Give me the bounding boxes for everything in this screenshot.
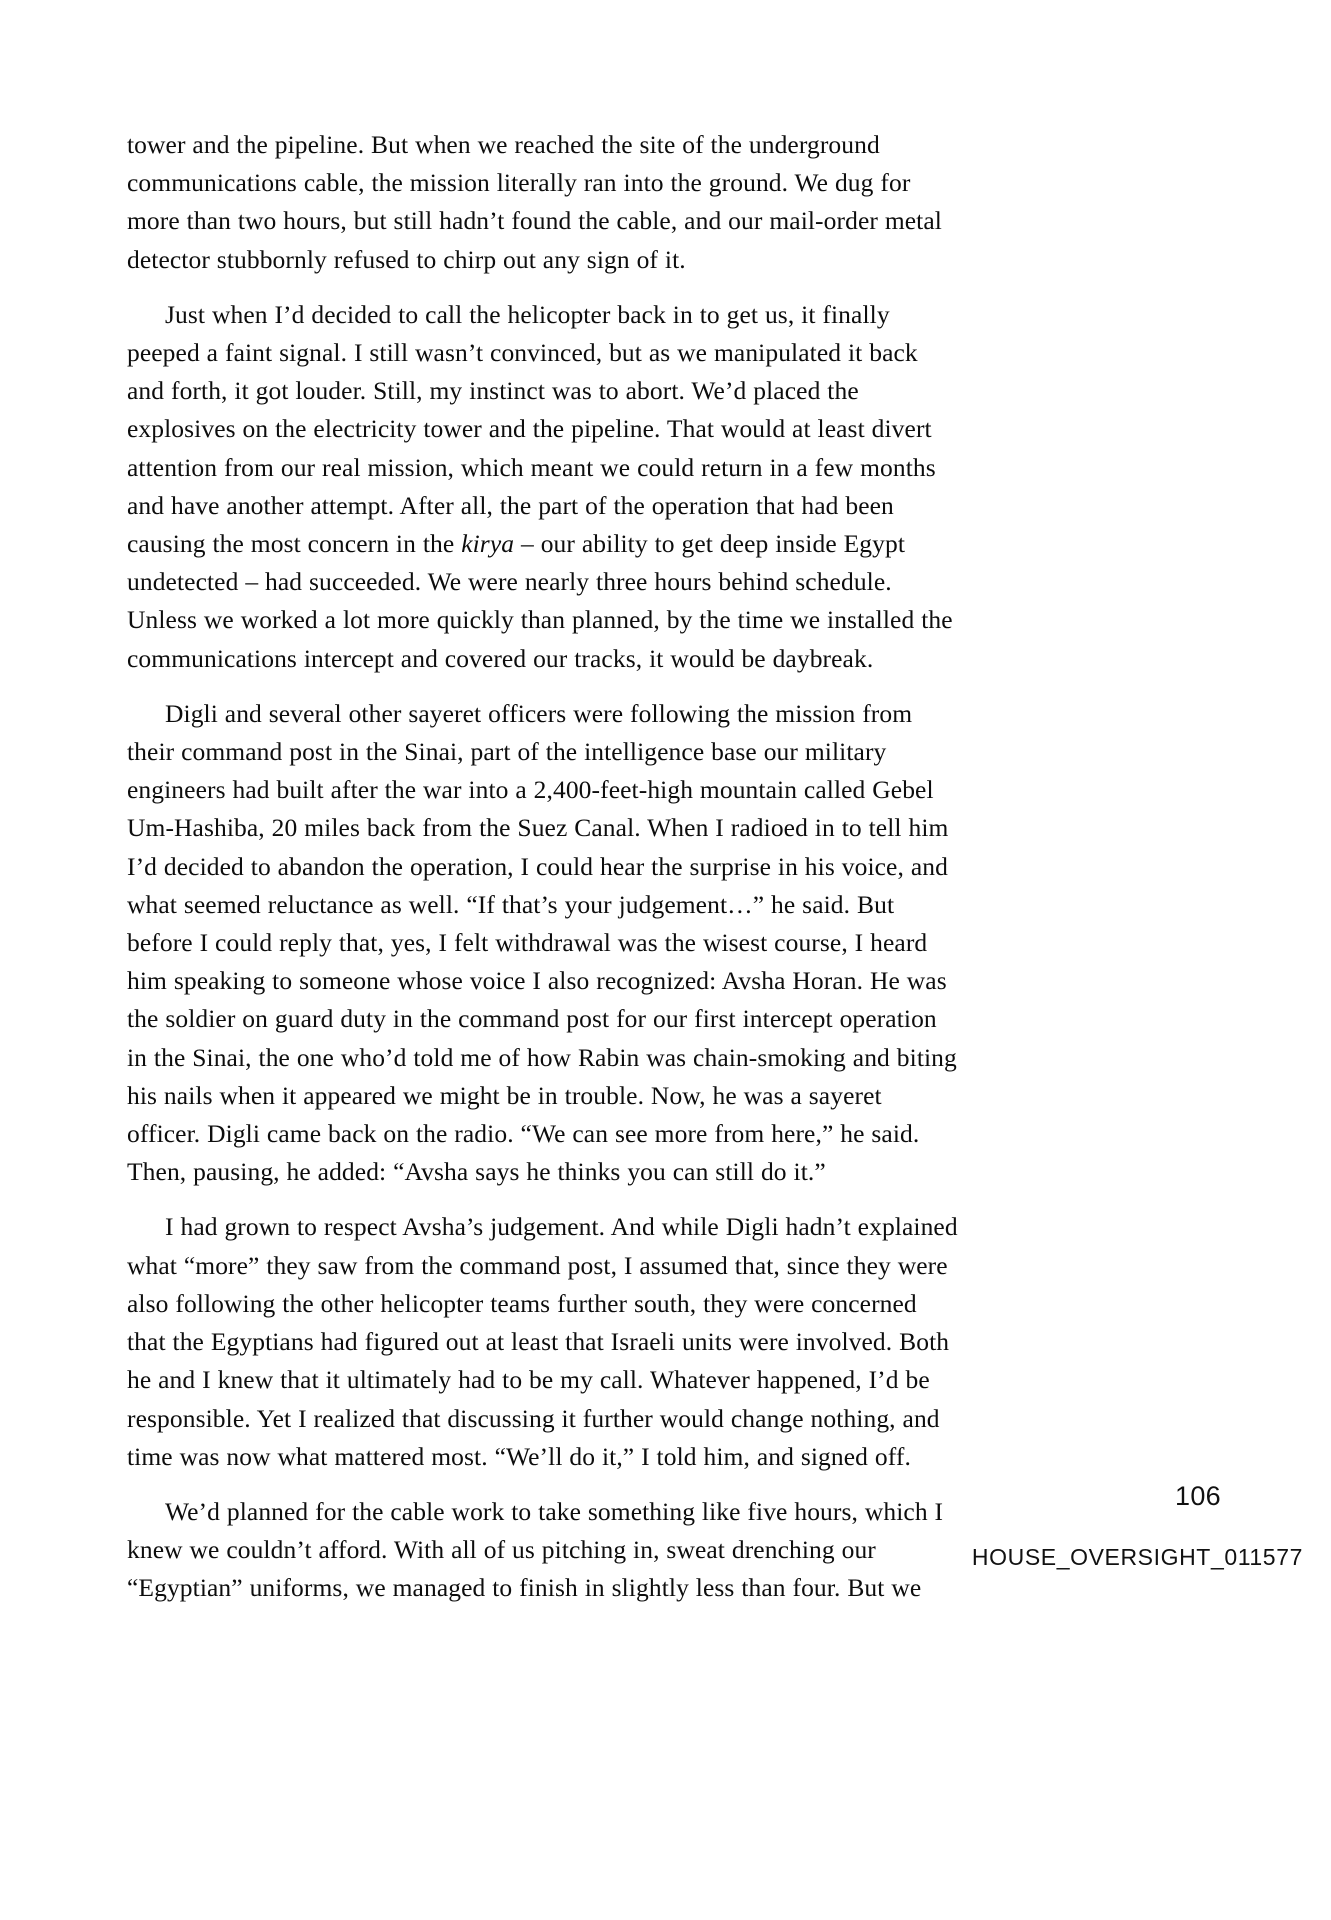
paragraph-4: I had grown to respect Avsha’s judgement. And while Digli hadn’t explained what “more” they saw from the command post, I assumed that, since they were also following the other helicopter teams further south, they were concerned that the Egyptians had figured out at least that Israeli units were involved. Both he and I knew that it ultimately had to be my call. Whatever happened, I’d be responsible. Yet I realized that discussing it further would change nothing, and time was now what mattered most. “We’ll do it,” I told him, and signed off. <box>127 1212 958 1471</box>
bates-stamp: HOUSE_OVERSIGHT_011577 <box>971 1544 1303 1570</box>
paragraph-3: Digli and several other sayeret officers were following the mission from their command post in the Sinai, part of the intelligence base our military engineers had built after the war into a 2,400-feet-high mountain called Gebel Um-Hashiba, 20 miles back from the Suez Canal. When I radioed in to tell him I’d decided to abandon the operation, I could hear the surprise in his voice, and what seemed reluctance as well. “If that’s your judgement…” he said. But before I could reply that, yes, I felt withdrawal was the wisest course, I heard him speaking to someone whose voice I also recognized: Avsha Horan. He was the soldier on guard duty in the command post for our first intercept operation in the Sinai, the one who’d told me of how Rabin was chain-smoking and biting his nails when it appeared we might be in trouble. Now, he was a sayeret officer. Digli came back on the radio. “We can see more from here,” he said. Then, pausing, he added: “Avsha says he thinks you can still do it.” <box>127 698 957 1187</box>
paragraph-2: Just when I’d decided to call the helicopter back in to get us, it finally peeped a faint signal. I still wasn’t convinced, but as we manipulated it back and forth, it got louder. Still, my instinct was to abort. We’d placed the explosives on the electricity tower and the pipeline. That would at least divert attention from our real mission, which meant we could return in a few months and have another attempt. After all, the part of the operation that had been causing the most concern in the kirya – our ability to get deep inside Egypt undetected – had succeeded. We were nearly three hours behind schedule. Unless we worked a lot more quickly than planned, by the time we installed the communications intercept and covered our tracks, it would be daybreak. <box>127 299 953 673</box>
page-number: 106 <box>1175 1481 1221 1511</box>
paragraph-1: tower and the pipeline. But when we reached the site of the underground communications cable, the mission literally ran into the ground. We dug for more than two hours, but still hadn’t found the cable, and our mail-order metal detector stubbornly refused to chirp out any sign of it. <box>127 130 942 274</box>
paragraph-5: We’d planned for the cable work to take something like five hours, which I knew we couldn’t afford. With all of us pitching in, sweat drenching our “Egyptian” uniforms, we managed to finish in slightly less than four. But we <box>127 1496 944 1603</box>
page-body-text <box>127 126 960 1625</box>
emphasized-term: kirya <box>461 529 515 559</box>
